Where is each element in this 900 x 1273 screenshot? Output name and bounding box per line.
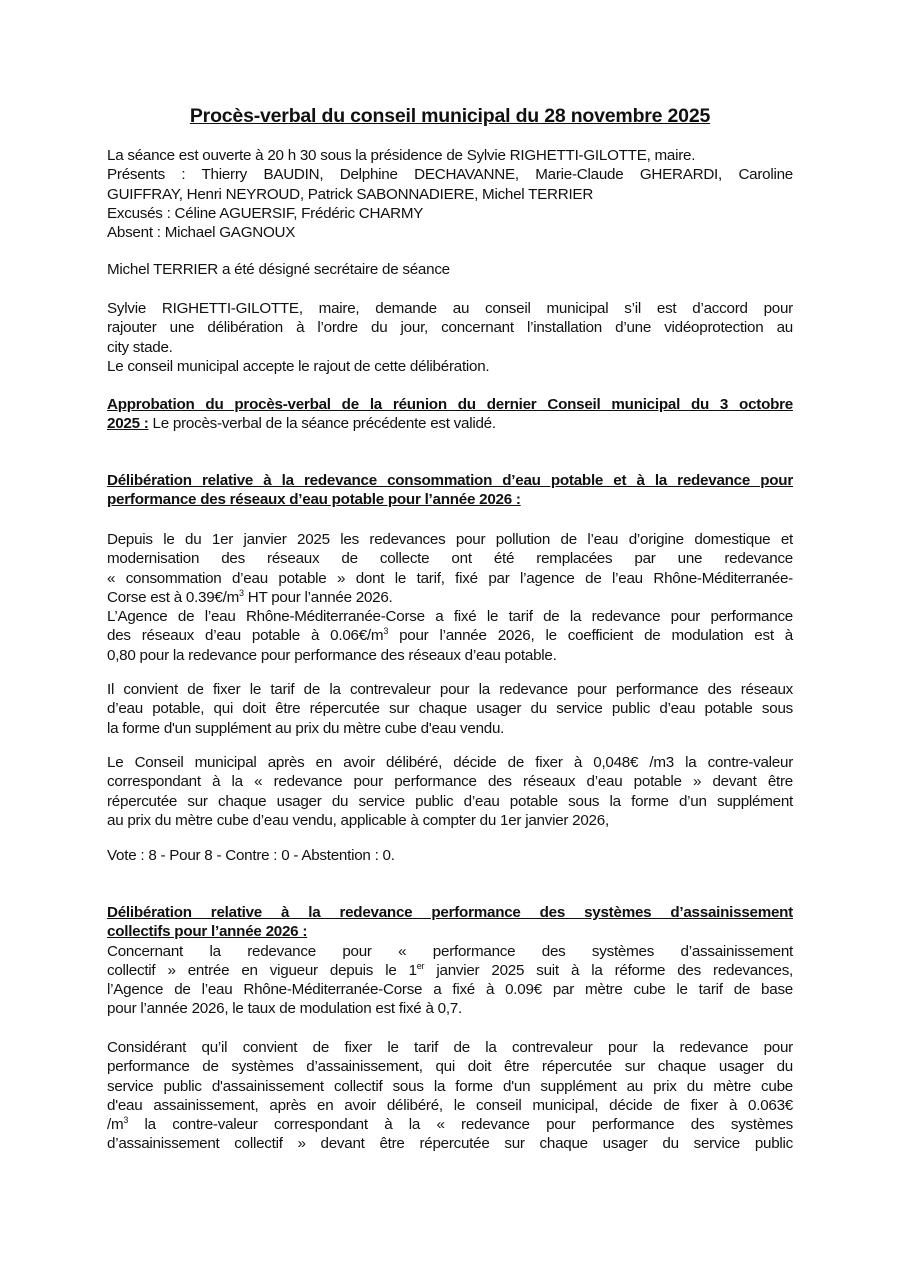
text-line: Vote : 8 - Pour 8 - Contre : 0 - Abstention : 0. (107, 847, 395, 864)
text-line: performance de systèmes d’assainissement, qui doit être répercutée sur chaque usager du (107, 1058, 793, 1076)
text-line: Depuis le du 1er janvier 2025 les redevances pour pollution de l’eau d’origine domestique et (107, 531, 793, 548)
text-line: L’Agence de l’eau Rhône-Méditerranée-Corse a fixé le tarif de la redevance pour performance (107, 608, 793, 626)
text-line (107, 626, 793, 645)
text-line: Sylvie RIGHETTI-GILOTTE, maire, demande au conseil municipal s’il est d’accord pour (107, 300, 793, 317)
text-line (107, 922, 793, 941)
agenda-request (107, 299, 793, 376)
text-line (107, 588, 793, 607)
sanitation-section (107, 903, 793, 1019)
text-span: collectif » entrée en vigueur depuis le 1 (107, 961, 417, 979)
text-line: Le Conseil municipal après en avoir délibéré, décide de fixer à 0,048€ /m3 la contre-valeur (107, 754, 793, 771)
text-line: 0,80 pour la redevance pour performance des réseaux d’eau potable. (107, 646, 557, 664)
text-line (107, 903, 793, 922)
water-heading (107, 471, 793, 510)
secretary (107, 260, 793, 279)
text-line: « consommation d’eau potable » dont le tarif, fixé par l’agence de l’eau Rhône-Méditerranée- (107, 569, 793, 587)
text-span: janvier 2025 suit à la réforme des redevances, (424, 961, 794, 979)
superscript: 3 (383, 626, 389, 637)
superscript: 3 (239, 587, 244, 598)
approval-section (107, 395, 793, 434)
text-span: pour l’année 2026, le coefficient de modulation est à (388, 627, 793, 645)
text-line: l’Agence de l’eau Rhône-Méditerranée-Corse a fixé à 0.09€ par mètre cube le tarif de base (107, 981, 793, 999)
text-line (107, 1115, 793, 1134)
water-decision (107, 753, 793, 830)
text-span: Le procès-verbal de la séance précédente est validé. (148, 415, 496, 433)
text-span: des réseaux d’eau potable à 0.06€/m (107, 627, 384, 645)
sanitation-decision (107, 1038, 793, 1154)
text-line: au prix du mètre cube d’eau vendu, applicable à compter du 1er janvier 2026, (107, 811, 609, 829)
text-line: Considérant qu’il convient de fixer le tarif de la contrevaleur pour la redevance pour (107, 1039, 793, 1056)
text-line: service public d'assainissement collectif sous la forme d'un supplément au prix du mètre cube (107, 1077, 793, 1095)
text-line: Présents : Thierry BAUDIN, Delphine DECHAVANNE, Marie-Claude GHERARDI, Caroline (107, 166, 793, 184)
page-title: Procès-verbal du conseil municipal du 28 novembre 2025 (189, 105, 711, 127)
text-line: Absent : Michael GAGNOUX (107, 224, 296, 242)
section-heading-text: Approbation du procès-verbal de la réunion du dernier Conseil municipal du 3 octobre (107, 396, 793, 413)
text-line: la forme d'un supplément au prix du mètre cube d'eau vendu. (107, 719, 505, 737)
text-line (107, 471, 793, 490)
text-line: d’assainissement collectif » devant être répercutée sur chaque usager du service public (107, 1135, 793, 1153)
text-line (107, 490, 793, 509)
text-line (107, 961, 793, 980)
water-para-1 (107, 530, 793, 665)
section-heading-text: collectifs pour l’année 2026 : (107, 923, 308, 941)
text-span: HT pour l’année 2026. (243, 588, 393, 606)
text-line (107, 395, 793, 414)
text-line: Le conseil municipal accepte le rajout de cette délibération. (107, 357, 490, 375)
text-line: rajouter une délibération à l’ordre du jour, concernant l’installation d’une vidéoprotection au (107, 319, 793, 337)
superscript: 3 (123, 1115, 129, 1126)
text-line: répercutée sur chaque usager du service public d’eau potable sous la forme d’un supplément (107, 792, 793, 810)
section-heading-text: Délibération relative à la redevance consommation d’eau potable et à la redevance pour (107, 472, 793, 489)
text-line: pour l’année 2026, le taux de modulation est fixé à 0,7. (107, 1000, 462, 1018)
attendance (107, 146, 793, 242)
text-line: d'eau assainissement, après en avoir délibéré, le conseil municipal, décide de fixer à 0.063€ (107, 1096, 793, 1114)
section-heading-text: 2025 : (107, 415, 149, 433)
text-line: Concernant la redevance pour « performance des systèmes d’assainissement (107, 942, 793, 960)
text-span: Corse est à 0.39€/m (107, 588, 240, 606)
text-line: Il convient de fixer le tarif de la contrevaleur pour la redevance pour performance des réseaux (107, 681, 793, 698)
text-line: La séance est ouverte à 20 h 30 sous la présidence de Sylvie RIGHETTI-GILOTTE, maire. (107, 147, 696, 164)
superscript: er (416, 960, 425, 971)
text-line: Michel TERRIER a été désigné secrétaire de séance (107, 261, 450, 278)
water-para-2 (107, 680, 793, 738)
text-line: d’eau potable, qui doit être répercutée sur chaque usager du service public d’eau potable sous (107, 700, 793, 718)
water-vote (107, 846, 793, 865)
text-line (107, 414, 793, 433)
text-line: modernisation des réseaux de collecte ont été remplacées par une redevance (107, 550, 793, 568)
section-heading-text: Délibération relative à la redevance performance des systèmes d’assainissement (107, 904, 793, 921)
text-line: city stade. (107, 338, 173, 356)
section-heading-text: performance des réseaux d’eau potable pour l’année 2026 : (107, 491, 521, 509)
text-span: la contre-valeur correspondant à la « redevance pour performance des systèmes (128, 1116, 793, 1134)
text-line: correspondant à la « redevance pour performance des réseaux d’eau potable » devant être (107, 773, 793, 791)
text-line: Excusés : Céline AGUERSIF, Frédéric CHARMY (107, 204, 424, 222)
text-span: /m (107, 1116, 124, 1134)
text-line: GUIFFRAY, Henri NEYROUD, Patrick SABONNADIERE, Michel TERRIER (107, 185, 594, 203)
